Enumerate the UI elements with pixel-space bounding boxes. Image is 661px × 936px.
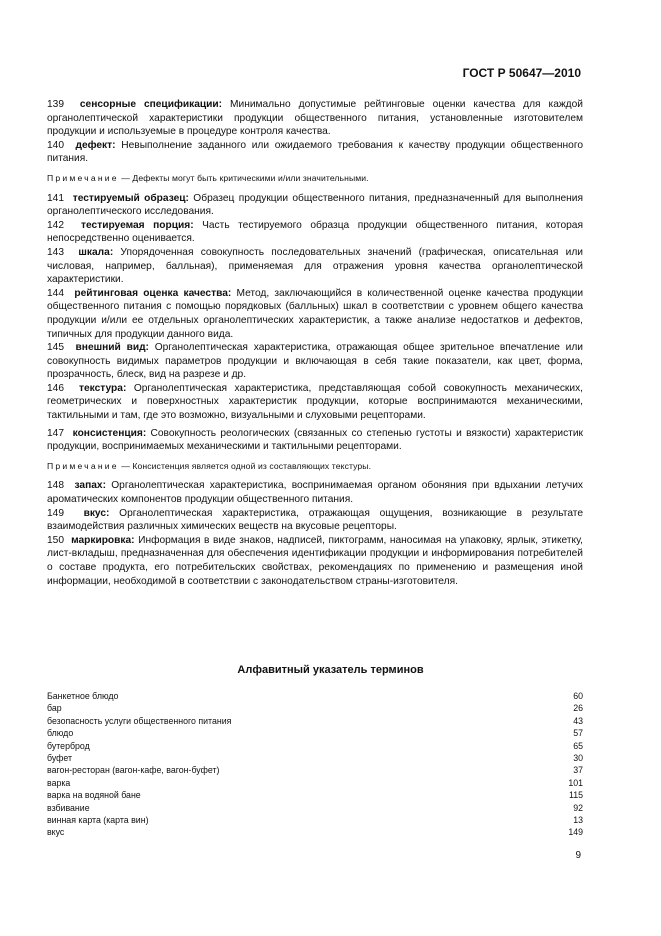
index-number: 115 <box>568 790 583 801</box>
term-149: 149 вкус: Органолептическая характеристика, отражающая ощущения, возникающие в результате взаимодействия различных химических веществ на вкусовые рецепторы. <box>47 507 583 533</box>
term-148: 148 запах: Органолептическая характеристика, воспринимаемая органом обоняния при вдыхании летучих ароматических компонентов продукции общественного питания. <box>47 480 583 506</box>
index-number: 26 <box>573 703 583 714</box>
term-139: 139 сенсорные спецификации: Минимально допустимые рейтинговые оценки качества для каждой органолептической характеристики продукции общественного питания, установленные изготовителем продукции и используемые в процедуре контроля качества. <box>47 99 583 138</box>
index-term: варка <box>47 777 71 788</box>
index-term: винная карта (карта вин) <box>47 814 149 825</box>
index-row <box>47 752 583 764</box>
index-term: варка на водяной бане <box>47 790 141 801</box>
index-number: 43 <box>573 715 583 726</box>
index-row <box>47 814 583 826</box>
index-term: Банкетное блюдо <box>47 691 119 701</box>
index-number: 92 <box>573 802 583 813</box>
index-term: буфет <box>47 752 73 763</box>
term-140: 140 дефект: Невыполнение заданного или ожидаемого требования к качеству продукции общественного питания. <box>47 139 583 165</box>
index-row <box>47 777 583 789</box>
index-number: 30 <box>573 752 583 763</box>
index-term: блюдо <box>47 728 74 739</box>
term-150: 150 маркировка: Информация в виде знаков, надписей, пиктограмм, наносимая на упаковку, ярлык, этикетку, лист-вкладыш, предназначенная для обеспечения идентификации продукции и информирования потребителей о составе продукта, его потребительских свойствах, рекомендациях по применению и размещения иной информации, необходимой в соответствии с законодательством страны-изготовителя. <box>47 534 583 587</box>
term-142: 142 тестируемая порция: Часть тестируемого образца продукции общественного питания, которая непосредственно оценивается. <box>47 219 583 245</box>
term-143: 143 шкала: Упорядоченная совокупность последовательных значений (графическая, описательная или числовая, например, балльная), применяемая для отражения уровня качества органолептической характеристики. <box>47 246 583 286</box>
page-number: 9 <box>575 850 581 861</box>
index-row <box>47 740 583 752</box>
index-number: 13 <box>573 814 583 825</box>
index-term: вкус <box>47 827 65 838</box>
index-term: безопасность услуги общественного питания <box>47 715 232 726</box>
terms-body <box>47 98 583 588</box>
term-141: 141 тестируемый образец: Образец продукции общественного питания, предназначенный для выполнения органолептического исследования. <box>47 192 583 218</box>
index-number: 60 <box>573 691 583 701</box>
index-number: 101 <box>568 777 583 788</box>
alphabetical-index <box>47 690 583 839</box>
term-144: 144 рейтинговая оценка качества: Метод, заключающийся в количественной оценке качества продукции общественного питания с помощью порядковых (балльных) шкал в соответствии с уровнем общего качества продукции и/или ее отдельных органолептических характеристик, а также анализе недостатков и дефектов, типичных для продукции данного вида. <box>47 287 584 340</box>
index-row <box>47 715 583 727</box>
term-147: 147 консистенция: Совокупность реологических (связанных со степенью густоты и вязкости) характеристик продукции, воспринимаемых механическими и тактильными рецепторами. <box>47 427 583 453</box>
term-145: 145 внешний вид: Органолептическая характеристика, отражающая общее зрительное впечатление или совокупность видимых параметров продукции и включающая в себя такие показатели, как цвет, форма, прозрачность, блеск, вид на разрезе и др. <box>47 342 584 381</box>
index-number: 37 <box>573 765 583 776</box>
index-row <box>47 727 583 739</box>
index-row <box>47 764 583 776</box>
note-consistency: Примечание — Консистенция является одной из составляющих текстуры. <box>47 460 372 471</box>
index-title: Алфавитный указатель терминов <box>237 664 424 676</box>
index-row <box>47 702 583 714</box>
index-number: 57 <box>573 728 583 739</box>
index-term: взбивание <box>47 802 90 813</box>
index-row <box>47 826 583 838</box>
index-row <box>47 802 583 814</box>
note-defects: Примечание — Дефекты могут быть критическими и/или значительными. <box>47 172 369 183</box>
index-term: бутерброд <box>47 740 90 751</box>
term-146: 146 текстура: Органолептическая характеристика, представляющая собой совокупность механических, геометрических и поверхностных характеристик продукции, которые воспринимаются механическими, тактильными и там, где это возможно, визуальными и слуховыми рецепторами. <box>47 382 583 422</box>
index-number: 65 <box>573 740 583 751</box>
index-number: 149 <box>568 827 583 838</box>
index-row <box>47 789 583 801</box>
standard-number: ГОСТ Р 50647—2010 <box>462 66 581 80</box>
index-term: вагон-ресторан (вагон-кафе, вагон-буфет) <box>47 765 220 776</box>
index-term: бар <box>47 703 62 714</box>
index-row <box>47 690 583 702</box>
